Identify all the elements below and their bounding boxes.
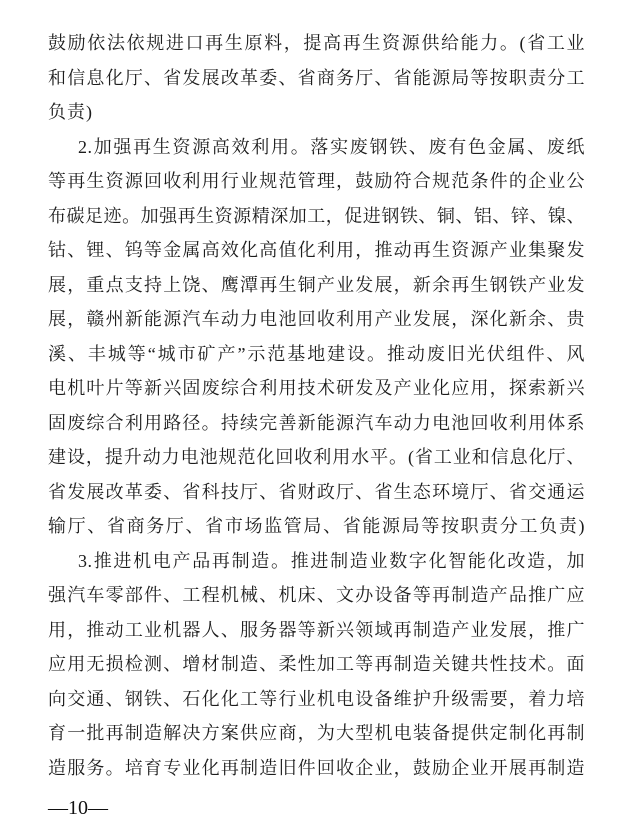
text-line: 造服务。培育专业化再制造旧件回收企业，鼓励企业开展再制造 xyxy=(48,757,585,778)
text-line-paragraph-2-start: 2.加强再生资源高效利用。落实废钢铁、废有色金属、废纸 xyxy=(78,136,585,157)
text-line: 输厅、省商务厅、省市场监管局、省能源局等按职责分工负责) xyxy=(48,516,585,536)
text-line: 向交通、钢铁、石化化工等行业机电设备维护升级需要，着力培 xyxy=(48,688,585,709)
text-line: 负责) xyxy=(48,102,93,122)
text-line: 应用无损检测、增材制造、柔性加工等再制造关键共性技术。面 xyxy=(48,654,585,674)
text-line: 固废综合利用路径。持续完善新能源汽车动力电池回收利用体系 xyxy=(48,412,585,433)
text-line: 用，推动工业机器人、服务器等新兴领域再制造产业发展，推广 xyxy=(48,619,585,640)
text-line: 钴、锂、钨等金属高效化高值化利用，推动再生资源产业集聚发 xyxy=(48,240,585,260)
body-text-block xyxy=(48,26,585,785)
text-line: 展，重点支持上饶、鹰潭再生铜产业发展，新余再生钢铁产业发 xyxy=(48,274,585,295)
text-line-paragraph-3-start: 3.推进机电产品再制造。推进制造业数字化智能化改造，加 xyxy=(78,550,585,571)
text-line: 和信息化厅、省发展改革委、省商务厅、省能源局等按职责分工 xyxy=(48,67,585,88)
text-line: 等再生资源回收利用行业规范管理，鼓励符合规范条件的企业公 xyxy=(48,171,585,191)
text-line: 布碳足迹。加强再生资源精深加工，促进钢铁、铜、铝、锌、镍、 xyxy=(48,205,585,226)
text-line: 强汽车零部件、工程机械、机床、文办设备等再制造产品推广应 xyxy=(48,585,585,605)
page-number: —10— xyxy=(48,797,108,819)
text-line: 溪、丰城等“城市矿产”示范基地建设。推动废旧光伏组件、风 xyxy=(48,343,585,364)
text-line: 鼓励依法依规进口再生原料，提高再生资源供给能力。(省工业 xyxy=(48,33,585,53)
text-line: 省发展改革委、省科技厅、省财政厅、省生态环境厅、省交通运 xyxy=(48,481,585,502)
text-line: 育一批再制造解决方案供应商，为大型机电装备提供定制化再制 xyxy=(48,723,585,743)
text-line: 建设，提升动力电池规范化回收利用水平。(省工业和信息化厅、 xyxy=(48,447,585,467)
text-line: 电机叶片等新兴固废综合利用技术研发及产业化应用，探索新兴 xyxy=(48,378,585,398)
text-line: 展，赣州新能源汽车动力电池回收利用产业发展，深化新余、贵 xyxy=(48,309,585,329)
